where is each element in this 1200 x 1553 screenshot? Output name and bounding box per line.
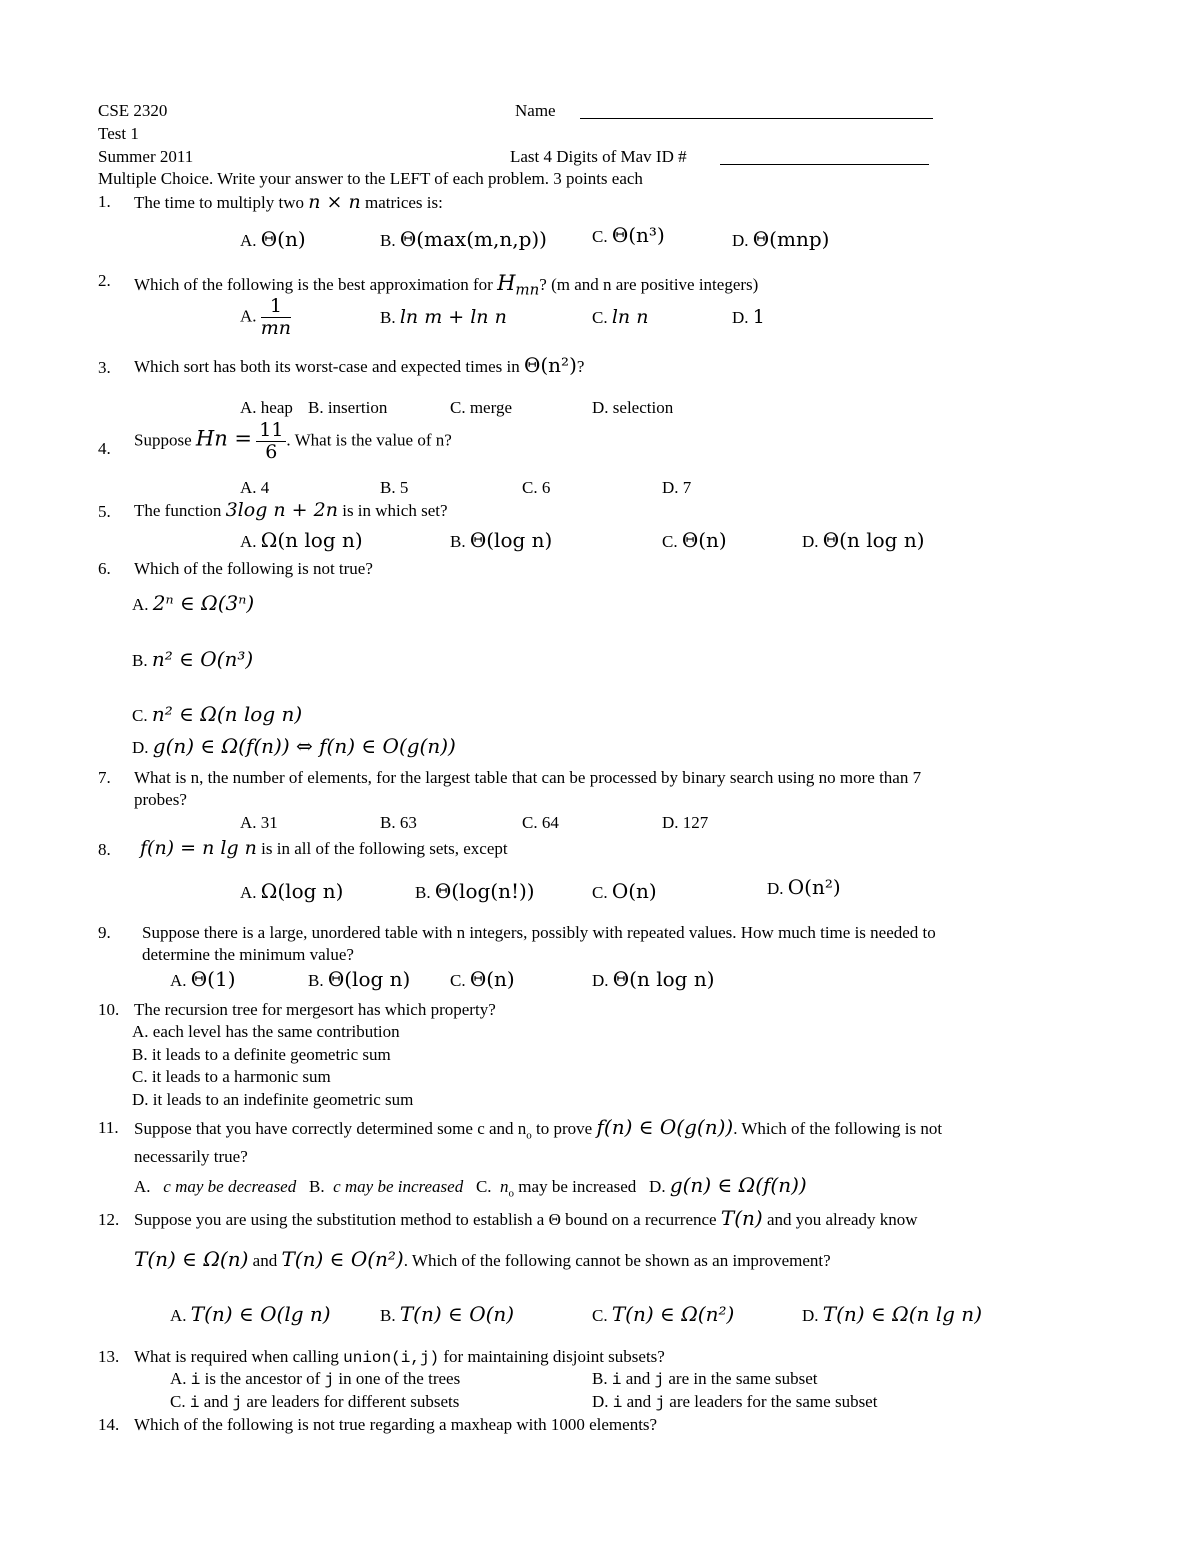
- question-12-line2: [134, 1248, 831, 1271]
- question-9-number: 9.: [98, 923, 111, 942]
- q11-c-text: may be increased: [518, 1177, 637, 1196]
- question-11-text2: to prove: [536, 1119, 593, 1138]
- q13-c-code-j: j: [232, 1394, 243, 1412]
- question-5: [134, 500, 448, 522]
- q12-option-a[interactable]: [170, 1303, 331, 1326]
- q6-c-letter: C.: [132, 706, 148, 725]
- question-7-text: What is n, the number of elements, for the largest table that can be processed by binary search using no more than 7: [134, 768, 922, 787]
- q7-option-d[interactable]: D. 127: [662, 813, 709, 832]
- q5-a-letter: A.: [240, 532, 257, 551]
- q2-a-denominator: mn: [260, 316, 292, 339]
- q11-d-math: g(n) ∈ Ω(f(n)): [669, 1173, 807, 1197]
- q6-option-b[interactable]: [132, 648, 253, 671]
- q1-b-letter: B.: [380, 231, 396, 250]
- question-1-math: n × n: [308, 191, 361, 213]
- q13-c-text: are leaders for different subsets: [246, 1392, 460, 1411]
- q8-d-letter: D.: [767, 879, 784, 898]
- question-1-number: 1.: [98, 192, 111, 211]
- q11-a-text: c may be decreased: [163, 1177, 297, 1196]
- question-8-math: f(n) = n lg n: [140, 837, 257, 859]
- question-10-number: 10.: [98, 1000, 120, 1019]
- q11-b-letter: B.: [308, 1177, 325, 1196]
- q5-option-b[interactable]: [450, 529, 552, 552]
- q7-option-c[interactable]: C. 64: [522, 813, 559, 832]
- q2-d-letter: D.: [732, 308, 749, 327]
- q12-d-letter: D.: [802, 1306, 819, 1325]
- q13-c-letter: C.: [170, 1392, 186, 1411]
- q13-b-text: are in the same subset: [668, 1369, 818, 1388]
- question-12: [134, 1207, 918, 1230]
- question-1: [134, 192, 443, 214]
- q2-c-math: ln n: [611, 306, 649, 328]
- q9-a-letter: A.: [170, 971, 187, 990]
- instructions: Multiple Choice. Write your answer to the LEFT of each problem. 3 points each: [98, 169, 643, 188]
- q11-option-b[interactable]: [309, 1177, 463, 1196]
- q9-option-a[interactable]: [170, 968, 236, 991]
- q12-a-letter: A.: [170, 1306, 187, 1325]
- q11-b-text: c may be increased: [333, 1177, 464, 1196]
- question-2: [134, 271, 758, 299]
- q8-d-math: O(n²): [787, 875, 841, 899]
- q5-option-c[interactable]: [662, 529, 727, 552]
- q13-d-and: and: [626, 1392, 652, 1411]
- q5-option-a[interactable]: [240, 529, 363, 552]
- q13-b-and: and: [625, 1369, 651, 1388]
- q13-option-b[interactable]: [592, 1369, 818, 1389]
- q5-a-math: Ω(n log n): [260, 528, 363, 552]
- question-12-text3: and: [252, 1251, 278, 1270]
- q11-option-c[interactable]: C. $n_o$ may be increased: [475, 1177, 637, 1200]
- question-12-text2: and you already know: [766, 1210, 918, 1229]
- question-13-text: What is required when calling: [134, 1347, 339, 1366]
- q5-b-letter: B.: [450, 532, 466, 551]
- question-11-text3: . Which of the following is not: [733, 1119, 943, 1138]
- question-1-text: The time to multiply two: [134, 193, 304, 212]
- q9-b-letter: B.: [308, 971, 324, 990]
- q11-c-letter: C.: [475, 1177, 492, 1196]
- question-13: [134, 1347, 665, 1367]
- q6-a-letter: A.: [132, 595, 149, 614]
- q6-a-math: 2ⁿ ∈ Ω(3ⁿ): [152, 591, 255, 615]
- q13-c-code-i: i: [189, 1394, 200, 1412]
- question-6-number: 6.: [98, 559, 111, 578]
- q11-c-sub-zero: o: [508, 1187, 515, 1200]
- question-12-number: 12.: [98, 1210, 120, 1229]
- q4-denominator: 6: [265, 440, 278, 463]
- q8-option-a[interactable]: [240, 880, 343, 903]
- question-3-math: Θ(n²): [523, 353, 577, 377]
- q1-a-math: Θ(n): [260, 227, 306, 251]
- question-2-text: Which of the following is the best approximation for: [134, 275, 493, 294]
- q13-d-text: are leaders for the same subset: [669, 1392, 878, 1411]
- question-3-number: 3.: [98, 358, 111, 377]
- q12-d-math: T(n) ∈ Ω(n lg n): [822, 1302, 982, 1326]
- q13-a-text1: is the ancestor of: [204, 1369, 321, 1388]
- q12-option-b[interactable]: [380, 1303, 514, 1326]
- q13-b-code-j: j: [654, 1371, 665, 1389]
- q2-d-math: 1: [752, 306, 765, 328]
- q3-option-d[interactable]: D. selection: [592, 398, 674, 417]
- q8-a-letter: A.: [240, 883, 257, 902]
- q12-option-c[interactable]: [592, 1303, 734, 1326]
- question-2-text2: ? (m and n are positive integers): [539, 275, 759, 294]
- q4-option-b[interactable]: B. 5: [380, 478, 409, 497]
- name-field[interactable]: [580, 117, 933, 119]
- question-2-math: H: [497, 271, 516, 295]
- q12-b-math: T(n) ∈ O(n): [399, 1302, 515, 1326]
- q3-option-a[interactable]: A. heap: [240, 398, 293, 417]
- question-5-math: 3log n + 2n: [225, 499, 338, 521]
- question-12-text4: . Which of the following cannot be shown as an improvement?: [403, 1251, 831, 1270]
- question-12-math-tn: T(n): [720, 1206, 763, 1230]
- question-2-number: 2.: [98, 271, 111, 290]
- q13-a-code-j: j: [324, 1371, 335, 1389]
- n-sub-zero: o: [526, 1129, 532, 1142]
- question-11-number: 11.: [98, 1118, 119, 1137]
- q7-option-a[interactable]: A. 31: [240, 813, 278, 832]
- question-4-fraction: [256, 420, 286, 463]
- q2-option-d[interactable]: [732, 307, 765, 329]
- question-4-text2: . What is the value of n?: [286, 430, 452, 450]
- q1-a-letter: A.: [240, 231, 257, 250]
- mavid-label: Last 4 Digits of Mav ID #: [510, 147, 687, 166]
- q13-a-code-i: i: [190, 1371, 201, 1389]
- question-14-number: 14.: [98, 1415, 120, 1434]
- q6-option-c[interactable]: [132, 703, 302, 726]
- question-5-text: The function: [134, 501, 222, 520]
- question-9-text2: determine the minimum value?: [142, 945, 354, 964]
- q12-c-math: T(n) ∈ Ω(n²): [611, 1302, 735, 1326]
- question-12-know2: T(n) ∈ O(n²): [281, 1247, 404, 1271]
- question-11: [134, 1116, 942, 1142]
- q9-d-math: Θ(n log n): [612, 967, 715, 991]
- q13-d-code-j: j: [655, 1394, 666, 1412]
- mavid-field[interactable]: [720, 163, 929, 165]
- question-11-text: Suppose that you have correctly determined some c and n: [134, 1119, 527, 1138]
- q13-b-code-i: i: [611, 1371, 622, 1389]
- q12-c-letter: C.: [592, 1306, 608, 1325]
- question-10-text: The recursion tree for mergesort has which property?: [134, 1000, 496, 1019]
- question-3-text: Which sort has both its worst-case and expected times in: [134, 357, 520, 376]
- q4-option-d[interactable]: D. 7: [662, 478, 692, 497]
- q13-a-letter: A.: [170, 1369, 187, 1388]
- q13-b-letter: B.: [592, 1369, 608, 1388]
- q6-option-d[interactable]: [132, 735, 456, 758]
- q2-a-letter: A.: [240, 306, 257, 326]
- question-13-text2: for maintaining disjoint subsets?: [443, 1347, 665, 1366]
- q1-b-math: Θ(max(m,n,p)): [399, 227, 547, 251]
- q13-d-letter: D.: [592, 1392, 609, 1411]
- q1-option-b[interactable]: [380, 228, 547, 251]
- question-13-code: union(i,j): [343, 1349, 440, 1367]
- question-3-text2: ?: [576, 357, 585, 376]
- q13-option-d[interactable]: [592, 1392, 877, 1412]
- question-14-text: Which of the following is not true regarding a maxheap with 1000 elements?: [134, 1415, 658, 1434]
- q6-b-letter: B.: [132, 651, 148, 670]
- question-3: [134, 354, 584, 377]
- q8-a-math: Ω(log n): [260, 879, 344, 903]
- course-code: CSE 2320: [98, 101, 168, 120]
- q8-option-b[interactable]: [415, 880, 535, 903]
- q8-c-letter: C.: [592, 883, 608, 902]
- q3-option-c[interactable]: C. merge: [450, 398, 513, 417]
- q11-options: [134, 1174, 807, 1200]
- q5-c-letter: C.: [662, 532, 678, 551]
- q13-option-c[interactable]: [170, 1392, 459, 1412]
- q2-option-c[interactable]: [592, 307, 648, 329]
- q10-option-a[interactable]: A. each level has the same contribution: [132, 1022, 400, 1041]
- question-8-number: 8.: [98, 840, 111, 859]
- q10-option-b[interactable]: B. it leads to a definite geometric sum: [132, 1045, 391, 1064]
- question-2-math-sub: mn: [515, 280, 540, 299]
- q1-option-a[interactable]: [240, 228, 306, 251]
- q8-b-math: Θ(log(n!)): [434, 879, 535, 903]
- q4-numerator: 11: [256, 420, 286, 442]
- q1-c-math: Θ(n³): [611, 223, 665, 247]
- q6-option-a[interactable]: [132, 592, 254, 615]
- q11-option-d[interactable]: [649, 1173, 807, 1197]
- question-8: [140, 838, 508, 860]
- q11-option-a[interactable]: [134, 1177, 296, 1196]
- q11-a-letter: A.: [134, 1177, 151, 1196]
- question-9-text: Suppose there is a large, unordered table with n integers, possibly with repeated values. How much time is needed to: [142, 923, 936, 942]
- term-label: Summer 2011: [98, 147, 194, 166]
- q13-c-and: and: [203, 1392, 229, 1411]
- question-4-math: Hn =: [195, 426, 252, 451]
- q12-option-d[interactable]: [802, 1303, 982, 1326]
- q3-option-b[interactable]: B. insertion: [308, 398, 388, 417]
- q12-a-math: T(n) ∈ O(lg n): [190, 1302, 331, 1326]
- q5-c-math: Θ(n): [681, 528, 727, 552]
- q10-option-d[interactable]: D. it leads to an indefinite geometric sum: [132, 1090, 414, 1109]
- q9-option-b[interactable]: [308, 968, 410, 991]
- q8-option-c[interactable]: [592, 880, 657, 903]
- q8-b-letter: B.: [415, 883, 431, 902]
- q6-b-math: n² ∈ O(n³): [151, 647, 254, 671]
- question-11-text4: necessarily true?: [134, 1147, 248, 1166]
- test-label: Test 1: [98, 124, 139, 143]
- question-4-number: 4.: [98, 439, 111, 458]
- q2-option-a[interactable]: [240, 296, 291, 339]
- question-13-number: 13.: [98, 1347, 120, 1366]
- question-7-text2: probes?: [134, 790, 187, 809]
- q8-option-d[interactable]: [767, 876, 841, 899]
- q7-option-b[interactable]: B. 63: [380, 813, 417, 832]
- q5-option-d[interactable]: [802, 529, 925, 552]
- q1-d-math: Θ(mnp): [752, 227, 830, 251]
- q1-option-d[interactable]: [732, 228, 829, 251]
- q13-a-text2: in one of the trees: [338, 1369, 461, 1388]
- q12-b-letter: B.: [380, 1306, 396, 1325]
- q1-option-c[interactable]: [592, 224, 665, 247]
- q4-option-c[interactable]: C. 6: [522, 478, 551, 497]
- q4-option-a[interactable]: A. 4: [240, 478, 270, 497]
- q9-option-c[interactable]: [450, 968, 515, 991]
- q6-d-math: g(n) ∈ Ω(f(n)) ⇔ f(n) ∈ O(g(n)): [152, 734, 456, 758]
- question-8-text: is in all of the following sets, except: [261, 839, 508, 858]
- question-7-number: 7.: [98, 768, 111, 787]
- q5-d-math: Θ(n log n): [822, 528, 925, 552]
- q2-b-math: ln m + ln n: [399, 306, 507, 328]
- question-1-text2: matrices is:: [364, 193, 443, 212]
- question-5-text2: is in which set?: [342, 501, 448, 520]
- question-12-know1: T(n) ∈ Ω(n): [134, 1247, 249, 1271]
- q2-option-b[interactable]: [380, 307, 507, 329]
- question-11-math: f(n) ∈ O(g(n)): [596, 1115, 734, 1139]
- q5-d-letter: D.: [802, 532, 819, 551]
- q2-b-letter: B.: [380, 308, 396, 327]
- q9-c-letter: C.: [450, 971, 466, 990]
- q8-c-math: O(n): [611, 879, 657, 903]
- q2-a-numerator: 1: [261, 296, 291, 318]
- q2-a-fraction: [261, 296, 291, 339]
- q13-option-a[interactable]: [170, 1369, 460, 1389]
- question-4-text: Suppose: [134, 430, 192, 450]
- question-6-text: Which of the following is not true?: [134, 559, 373, 578]
- name-label: Name: [515, 101, 556, 120]
- q9-a-math: Θ(1): [190, 967, 236, 991]
- q9-option-d[interactable]: [592, 968, 715, 991]
- q1-c-letter: C.: [592, 227, 608, 246]
- q6-d-letter: D.: [132, 738, 149, 757]
- q10-option-c[interactable]: C. it leads to a harmonic sum: [132, 1067, 331, 1086]
- question-5-number: 5.: [98, 502, 111, 521]
- q13-d-code-i: i: [612, 1394, 623, 1412]
- q11-d-letter: D.: [649, 1177, 666, 1196]
- question-12-text: Suppose you are using the substitution method to establish a Θ bound on a recurrence: [134, 1210, 717, 1229]
- q6-c-math: n² ∈ Ω(n log n): [151, 702, 303, 726]
- q2-c-letter: C.: [592, 308, 608, 327]
- q9-b-math: Θ(log n): [327, 967, 411, 991]
- q9-d-letter: D.: [592, 971, 609, 990]
- q5-b-math: Θ(log n): [469, 528, 553, 552]
- question-4: [134, 420, 452, 463]
- q1-d-letter: D.: [732, 231, 749, 250]
- q9-c-math: Θ(n): [469, 967, 515, 991]
